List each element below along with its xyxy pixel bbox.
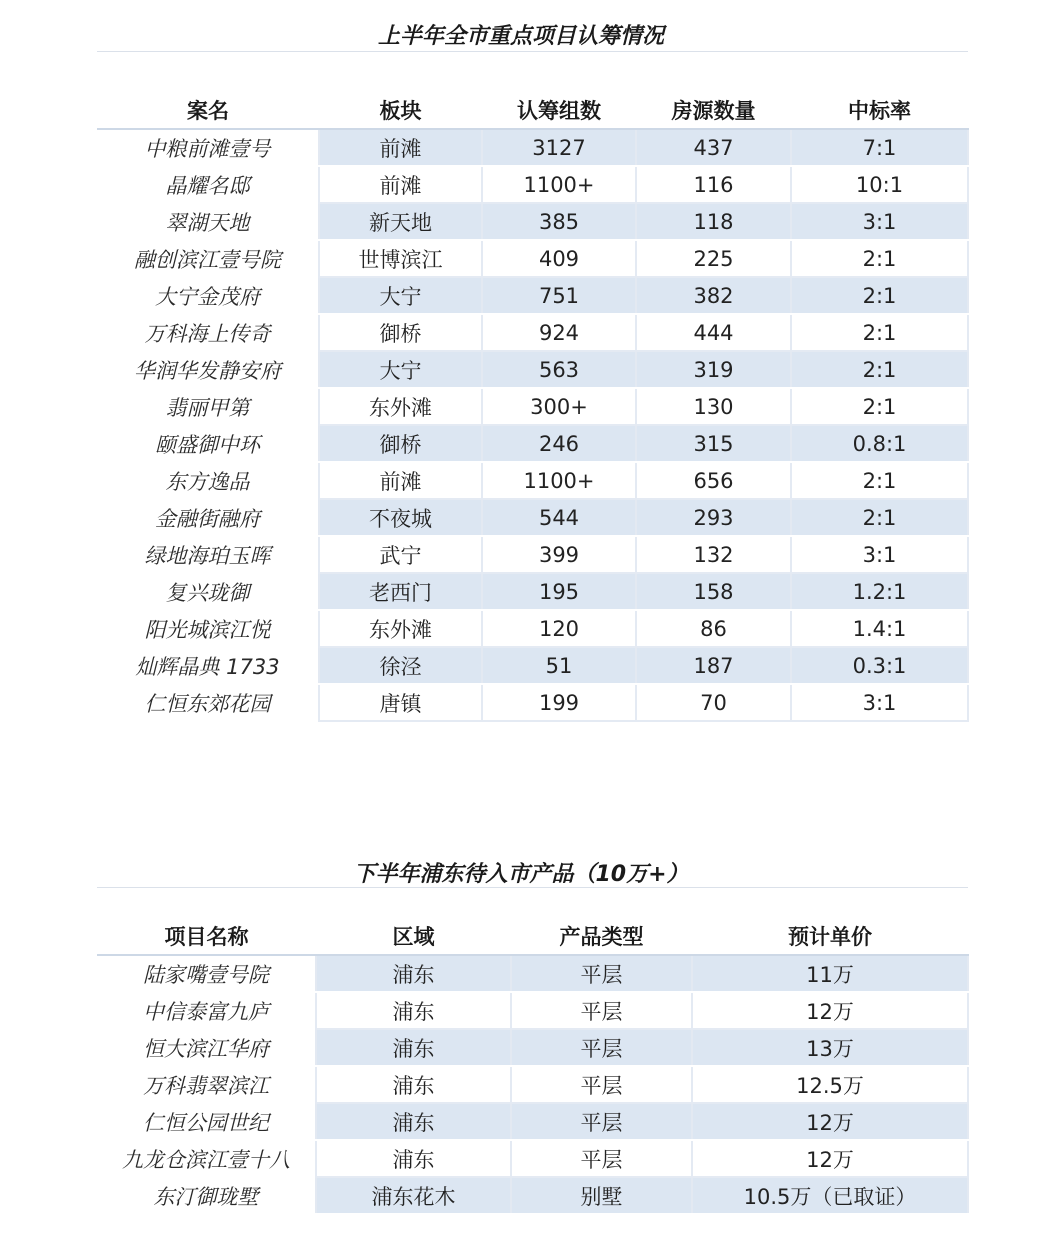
column-header-win-rate: 中标率 — [791, 91, 968, 129]
table-row — [97, 499, 968, 536]
table-row — [97, 166, 968, 203]
win-rate-cell: 1.4:1 — [791, 610, 968, 647]
table-row — [97, 684, 968, 721]
win-rate-cell: 2:1 — [791, 462, 968, 499]
table-header-row — [97, 91, 968, 129]
table-row — [97, 314, 968, 351]
district-cell: 世博滨江 — [319, 240, 482, 277]
win-rate-cell: 3:1 — [791, 536, 968, 573]
subscription-count-cell: 544 — [482, 499, 636, 536]
win-rate-cell: 2:1 — [791, 388, 968, 425]
unit-count-cell: 187 — [636, 647, 791, 684]
subscription-count-cell: 1100+ — [482, 166, 636, 203]
expected-price-cell: 12万 — [692, 1103, 968, 1140]
subscription-table — [97, 91, 969, 722]
table-row — [97, 1140, 968, 1177]
district-cell: 大宁 — [319, 351, 482, 388]
district-cell: 前滩 — [319, 129, 482, 166]
area-cell: 浦东花木 — [316, 1177, 511, 1214]
unit-count-cell: 70 — [636, 684, 791, 721]
unit-count-cell: 86 — [636, 610, 791, 647]
column-header-project: 案名 — [97, 91, 319, 129]
win-rate-cell: 0.8:1 — [791, 425, 968, 462]
district-cell: 新天地 — [319, 203, 482, 240]
table-row — [97, 536, 968, 573]
district-cell: 前滩 — [319, 462, 482, 499]
unit-count-cell: 130 — [636, 388, 791, 425]
product-type-cell: 平层 — [511, 992, 692, 1029]
project-name-cell: 东方逸品 — [97, 462, 319, 499]
subscription-count-cell: 409 — [482, 240, 636, 277]
project-name-cell: 融创滨江壹号院 — [97, 240, 319, 277]
subscription-count-cell: 3127 — [482, 129, 636, 166]
district-cell: 前滩 — [319, 166, 482, 203]
district-cell: 徐泾 — [319, 647, 482, 684]
table-row — [97, 573, 968, 610]
table-row — [97, 203, 968, 240]
project-name-cell: 灿辉晶典 1733 — [97, 647, 319, 684]
win-rate-cell: 3:1 — [791, 684, 968, 721]
project-name-cell: 九龙仓滨江壹十八 — [97, 1140, 316, 1177]
expected-price-cell: 12万 — [692, 1140, 968, 1177]
subscription-count-cell: 751 — [482, 277, 636, 314]
project-name-cell: 万科翡翠滨江 — [97, 1066, 316, 1103]
district-cell: 东外滩 — [319, 610, 482, 647]
area-cell: 浦东 — [316, 1029, 511, 1066]
table-row — [97, 462, 968, 499]
table-row — [97, 277, 968, 314]
unit-count-cell: 315 — [636, 425, 791, 462]
project-name-cell: 陆家嘴壹号院 — [97, 955, 316, 992]
area-cell: 浦东 — [316, 955, 511, 992]
table-header-row — [97, 917, 968, 955]
area-cell: 浦东 — [316, 1066, 511, 1103]
project-name-cell: 中信泰富九庐 — [97, 992, 316, 1029]
product-type-cell: 平层 — [511, 1103, 692, 1140]
table-row — [97, 129, 968, 166]
title-divider — [97, 887, 968, 888]
unit-count-cell: 116 — [636, 166, 791, 203]
subscription-count-cell: 120 — [482, 610, 636, 647]
project-name-cell: 晶耀名邸 — [97, 166, 319, 203]
table-row — [97, 1066, 968, 1103]
subscription-count-cell: 300+ — [482, 388, 636, 425]
subscription-count-cell: 195 — [482, 573, 636, 610]
table-row — [97, 1029, 968, 1066]
unit-count-cell: 118 — [636, 203, 791, 240]
project-name-cell: 翡丽甲第 — [97, 388, 319, 425]
district-cell: 唐镇 — [319, 684, 482, 721]
subscription-count-cell: 1100+ — [482, 462, 636, 499]
table-row — [97, 992, 968, 1029]
area-cell: 浦东 — [316, 1103, 511, 1140]
subscription-count-cell: 51 — [482, 647, 636, 684]
subscription-count-cell: 385 — [482, 203, 636, 240]
project-name-cell: 阳光城滨江悦 — [97, 610, 319, 647]
table1-title: 上半年全市重点项目认筹情况 — [377, 24, 664, 49]
project-name-cell: 东汀御珑墅 — [97, 1177, 316, 1214]
project-name-cell: 华润华发静安府 — [97, 351, 319, 388]
project-name-cell: 绿地海珀玉晖 — [97, 536, 319, 573]
unit-count-cell: 656 — [636, 462, 791, 499]
column-header-area: 区域 — [316, 917, 511, 955]
expected-price-cell: 13万 — [692, 1029, 968, 1066]
table-row — [97, 425, 968, 462]
product-type-cell: 别墅 — [511, 1177, 692, 1214]
table-row — [97, 1103, 968, 1140]
expected-price-cell: 11万 — [692, 955, 968, 992]
project-name-cell: 仁恒公园世纪 — [97, 1103, 316, 1140]
table-row — [97, 1177, 968, 1214]
win-rate-cell: 2:1 — [791, 314, 968, 351]
subscription-count-cell: 246 — [482, 425, 636, 462]
area-cell: 浦东 — [316, 1140, 511, 1177]
product-type-cell: 平层 — [511, 955, 692, 992]
column-header-project-name: 项目名称 — [97, 917, 316, 955]
win-rate-cell: 2:1 — [791, 240, 968, 277]
win-rate-cell: 10:1 — [791, 166, 968, 203]
unit-count-cell: 382 — [636, 277, 791, 314]
project-name-cell: 颐盛御中环 — [97, 425, 319, 462]
project-name-cell: 复兴珑御 — [97, 573, 319, 610]
win-rate-cell: 2:1 — [791, 499, 968, 536]
column-header-expected-price: 预计单价 — [692, 917, 968, 955]
area-cell: 浦东 — [316, 992, 511, 1029]
column-header-product-type: 产品类型 — [511, 917, 692, 955]
unit-count-cell: 444 — [636, 314, 791, 351]
district-cell: 武宁 — [319, 536, 482, 573]
project-name-cell: 恒大滨江华府 — [97, 1029, 316, 1066]
upcoming-products-table — [97, 917, 969, 1215]
unit-count-cell: 437 — [636, 129, 791, 166]
district-cell: 不夜城 — [319, 499, 482, 536]
expected-price-cell: 12.5万 — [692, 1066, 968, 1103]
table2-title: 下半年浦东待入市产品（10万+） — [353, 862, 689, 887]
district-cell: 御桥 — [319, 425, 482, 462]
table-row — [97, 955, 968, 992]
project-name-cell: 翠湖天地 — [97, 203, 319, 240]
district-cell: 大宁 — [319, 277, 482, 314]
table-row — [97, 240, 968, 277]
expected-price-cell: 12万 — [692, 992, 968, 1029]
table-row — [97, 351, 968, 388]
column-header-district: 板块 — [319, 91, 482, 129]
column-header-units: 房源数量 — [636, 91, 791, 129]
title-divider — [97, 51, 968, 52]
win-rate-cell: 0.3:1 — [791, 647, 968, 684]
win-rate-cell: 7:1 — [791, 129, 968, 166]
project-name-cell: 仁恒东郊花园 — [97, 684, 319, 721]
product-type-cell: 平层 — [511, 1066, 692, 1103]
subscription-count-cell: 563 — [482, 351, 636, 388]
project-name-cell: 大宁金茂府 — [97, 277, 319, 314]
table-row — [97, 647, 968, 684]
win-rate-cell: 1.2:1 — [791, 573, 968, 610]
unit-count-cell: 293 — [636, 499, 791, 536]
column-header-subscription-groups: 认筹组数 — [482, 91, 636, 129]
unit-count-cell: 225 — [636, 240, 791, 277]
product-type-cell: 平层 — [511, 1029, 692, 1066]
win-rate-cell: 3:1 — [791, 203, 968, 240]
win-rate-cell: 2:1 — [791, 351, 968, 388]
project-name-cell: 中粮前滩壹号 — [97, 129, 319, 166]
district-cell: 御桥 — [319, 314, 482, 351]
district-cell: 东外滩 — [319, 388, 482, 425]
district-cell: 老西门 — [319, 573, 482, 610]
table-row — [97, 388, 968, 425]
subscription-count-cell: 399 — [482, 536, 636, 573]
product-type-cell: 平层 — [511, 1140, 692, 1177]
expected-price-cell: 10.5万（已取证） — [692, 1177, 968, 1214]
unit-count-cell: 319 — [636, 351, 791, 388]
unit-count-cell: 132 — [636, 536, 791, 573]
subscription-count-cell: 924 — [482, 314, 636, 351]
win-rate-cell: 2:1 — [791, 277, 968, 314]
subscription-count-cell: 199 — [482, 684, 636, 721]
unit-count-cell: 158 — [636, 573, 791, 610]
project-name-cell: 万科海上传奇 — [97, 314, 319, 351]
table-row — [97, 610, 968, 647]
project-name-cell: 金融街融府 — [97, 499, 319, 536]
